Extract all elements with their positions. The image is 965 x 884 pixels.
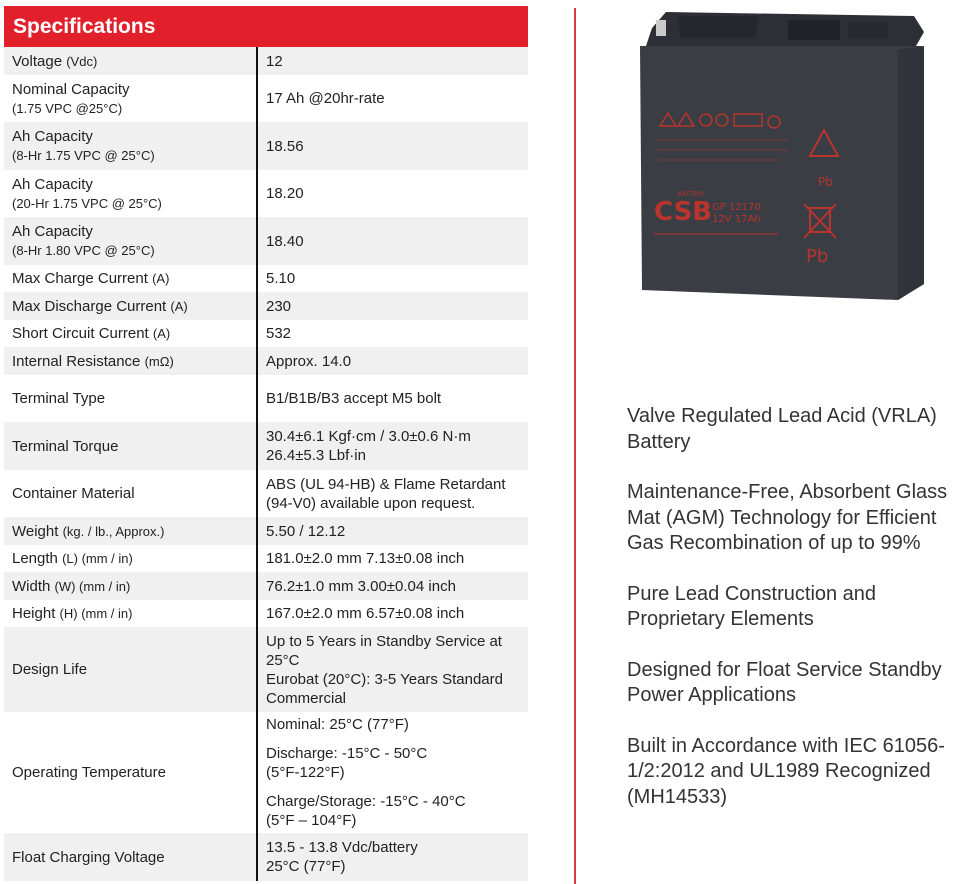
table-row [4,170,528,217]
features-list [627,404,957,835]
spec-value: 17 Ah @20hr-rate [266,90,385,107]
spec-label: Weight (kg. / lb., Approx.) [4,517,257,545]
feature-item: Valve Regulated Lead Acid (VRLA) Battery [627,405,937,453]
table-row [4,422,528,470]
spec-value: 5.10 [266,270,296,287]
vertical-divider [574,8,576,884]
spec-value: Nominal: 25°C (77°F) Discharge: -15°C - 50°C (5°F-122°F) Charge/Storage: -15°C - 40°C (5°F – 104°F) [266,716,466,829]
spec-value: 18.56 [257,122,528,170]
table-row [4,47,528,75]
spec-label: Ah Capacity (8-Hr 1.80 VPC @ 25°C) [4,217,257,265]
spec-value: 12 [257,47,528,75]
spec-value: 5.50 / 12.12 [257,517,528,545]
pb-top-label: Pb [818,175,833,189]
spec-label: Operating Temperature [4,712,257,833]
spec-label: Voltage (Vdc) [4,47,257,75]
table-row [4,545,528,572]
feature-item: Maintenance-Free, Absorbent Glass Mat (AGM) Technology for Efficient Gas Recombination of up to 99% [627,481,948,554]
feature-item: Built in Accordance with IEC 61056-1/2:2012 and UL1989 Recognized (MH14533) [627,734,945,808]
spec-value: ABS (UL 94-HB) & Flame Retardant (94-V0) available upon request. [266,475,506,512]
spec-label: Short Circuit Current (A) [4,320,257,347]
specifications-table [4,47,528,881]
table-row [4,712,528,833]
table-row [4,122,528,170]
table-row [4,572,528,600]
spec-label: Max Discharge Current (A) [4,292,257,320]
table-row [4,320,528,347]
specifications-header: Specifications [4,6,528,47]
table-row [4,217,528,265]
spec-label: Design Life [4,627,257,712]
brand-small-label: BATTERY [678,191,705,198]
spec-label: Terminal Torque [4,422,257,470]
spec-value: 181.0±2.0 mm 7.13±0.08 inch [266,550,465,567]
table-row [4,75,528,122]
table-row [4,470,528,517]
model-label: GP 12170 [712,202,761,213]
spec-label: Ah Capacity (8-Hr 1.75 VPC @ 25°C) [4,122,257,170]
spec-value: 76.2±1.0 mm 3.00±0.04 inch [257,572,528,600]
table-row [4,292,528,320]
spec-label: Ah Capacity (20-Hr 1.75 VPC @ 25°C) [4,170,257,217]
spec-label: Length (L) (mm / in) [4,545,257,572]
table-row [4,833,528,881]
pb-label: Pb [806,246,829,267]
spec-value: Up to 5 Years in Standby Service at 25°C Eurobat (20°C): 3-5 Years Standard Commercial [257,627,528,712]
spec-label: Height (H) (mm / in) [4,600,257,627]
feature-item: Pure Lead Construction and Proprietary Elements [627,582,877,630]
spec-label: Max Charge Current (A) [4,265,257,292]
table-row [4,517,528,545]
spec-value: Approx. 14.0 [257,347,528,375]
spec-label: Float Charging Voltage [4,833,257,881]
table-row [4,347,528,375]
battery-body [640,46,924,300]
table-row [4,627,528,712]
spec-label: Terminal Type [4,375,257,422]
rating-label: 12V 17Ah [712,214,761,225]
spec-value: 13.5 - 13.8 Vdc/battery 25°C (77°F) [257,833,528,881]
spec-value: 167.0±2.0 mm 6.57±0.08 inch [266,605,465,622]
spec-value: 532 [266,325,292,342]
spec-value: 30.4±6.1 Kgf·cm / 3.0±0.6 N·m 26.4±5.3 Lbf·in [257,422,528,470]
spec-value: B1/B1B/B3 accept M5 bolt [266,390,442,407]
feature-item: Designed for Float Service Standby Power Applications [627,658,942,706]
spec-value: 18.40 [257,217,528,265]
table-row [4,375,528,422]
spec-value: 230 [257,292,528,320]
spec-value: 18.20 [266,185,304,202]
table-row [4,600,528,627]
table-row [4,265,528,292]
battery-image [638,10,926,302]
brand-logo: CSB [654,197,713,227]
spec-label: Width (W) (mm / in) [4,572,257,600]
spec-label: Container Material [4,470,257,517]
spec-label: Nominal Capacity (1.75 VPC @25°C) [4,75,257,122]
spec-label: Internal Resistance (mΩ) [4,347,257,375]
